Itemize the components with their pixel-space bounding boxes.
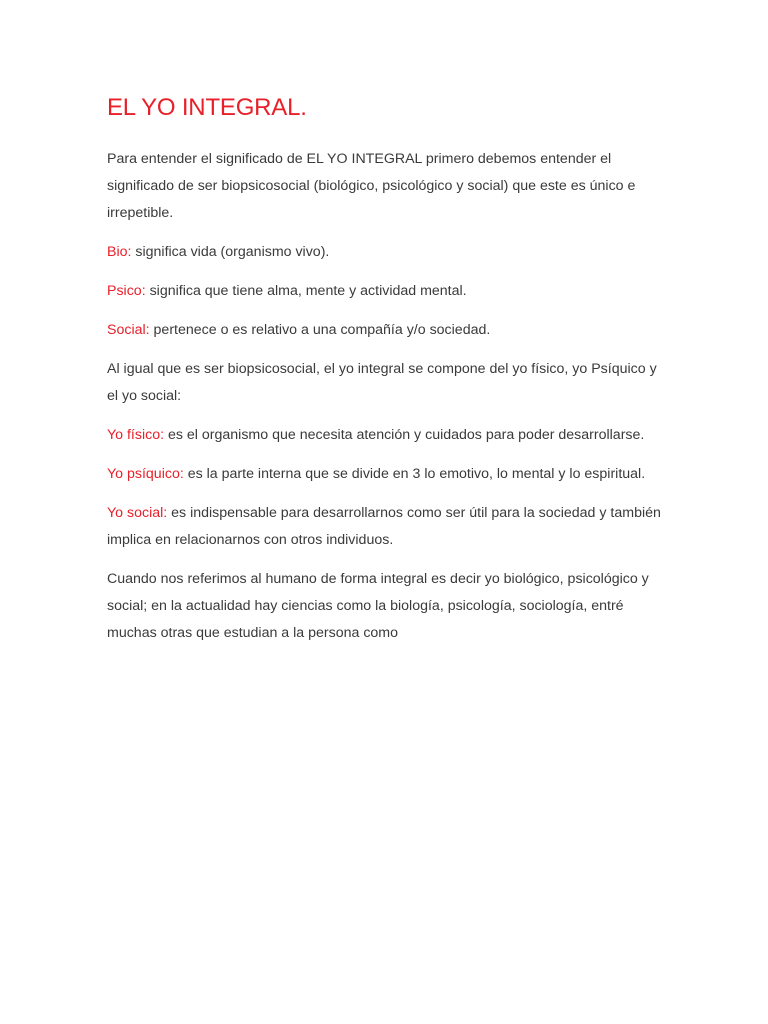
paragraph-social [107, 317, 668, 344]
term-psico: Psico: [107, 283, 146, 299]
paragraph-text: Para entender el significado de EL YO INTEGRAL primero debemos entender el significado de ser biopsicosocial (biológico, psicológico y social) que este es único e irrepetible. [107, 151, 636, 221]
term-bio: Bio: [107, 244, 132, 260]
paragraph-psico [107, 278, 668, 305]
paragraph-text: es la parte interna que se divide en 3 lo emotivo, lo mental y lo espiritual. [183, 466, 646, 482]
paragraph-yo-fisico [107, 422, 668, 449]
document-title: EL YO INTEGRAL. [107, 94, 307, 121]
paragraph-text: significa vida (organismo vivo). [131, 244, 330, 260]
term-yo-psiquico: Yo psíquico: [107, 466, 184, 482]
paragraph-intro [107, 146, 668, 227]
paragraph-text: es el organismo que necesita atención y cuidados para poder desarrollarse. [164, 427, 645, 443]
paragraph-text: Cuando nos referimos al humano de forma integral es decir yo biológico, psicológico y social; en la actualidad hay ciencias como la biología, psicología, sociología, entré muchas otras que estudian a la persona como [107, 571, 649, 641]
term-yo-fisico: Yo físico: [107, 427, 165, 443]
paragraph-conclusion [107, 566, 668, 647]
paragraph-composition [107, 356, 668, 410]
paragraph-text: pertenece o es relativo a una compañía y/o sociedad. [149, 322, 491, 338]
paragraph-text: significa que tiene alma, mente y actividad mental. [145, 283, 467, 299]
paragraph-bio [107, 239, 668, 266]
paragraph-text: es indispensable para desarrollarnos como ser útil para la sociedad y también implica en relacionarnos con otros individuos. [107, 505, 661, 548]
term-yo-social: Yo social: [107, 505, 168, 521]
paragraph-yo-psiquico [107, 461, 668, 488]
paragraph-yo-social [107, 500, 668, 554]
term-social: Social: [107, 322, 150, 338]
paragraph-text: Al igual que es ser biopsicosocial, el yo integral se compone del yo físico, yo Psíquico y el yo social: [107, 361, 657, 404]
